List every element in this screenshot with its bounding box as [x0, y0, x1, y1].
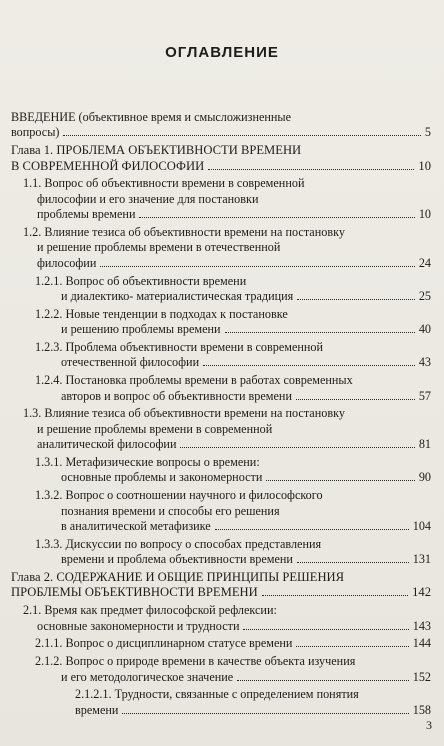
toc-entry-page: 131 — [412, 552, 431, 567]
toc-entry-text: 2.1.2.1. Трудности, связанные с определением понятия — [75, 687, 359, 702]
toc-entry — [11, 455, 431, 486]
toc-entry-text: и диалектико- материалистическая традиция — [61, 289, 294, 304]
dot-leader — [139, 217, 414, 218]
toc-entry — [11, 687, 431, 718]
toc-entry-page: 25 — [418, 289, 431, 304]
toc-entry-text: 1.3.1. Метафизические вопросы о времени: — [35, 455, 260, 470]
toc-entry-text: проблемы времени — [37, 207, 136, 222]
toc-entry — [11, 274, 431, 305]
toc-entry-text: отечественной философии — [61, 355, 200, 370]
dot-leader — [180, 447, 414, 448]
toc-entry — [11, 143, 431, 174]
toc-entry-text: в аналитической метафизике — [61, 519, 211, 534]
toc-entry — [11, 110, 431, 141]
toc-entry — [11, 307, 431, 338]
dot-leader — [215, 529, 409, 530]
page-title: ОГЛАВЛЕНИЕ — [165, 44, 279, 61]
toc-entry-page: 152 — [412, 669, 431, 684]
toc-entry — [11, 537, 431, 568]
toc-entry-text: 1.2.1. Вопрос об объективности времени — [35, 273, 247, 288]
toc-entry-text: 1.1. Вопрос об объективности времени в современной — [23, 176, 305, 191]
toc-entry-text: 1.3.2. Вопрос о соотношении научного и философского — [35, 488, 323, 503]
dot-leader — [237, 680, 409, 681]
toc-entry-text: основные проблемы и закономерности — [61, 470, 263, 485]
toc-entry-text: аналитической философии — [37, 437, 177, 452]
toc-entry — [11, 340, 431, 371]
toc-entry — [11, 570, 431, 601]
toc-entry-text: времени и проблема объективности времени — [61, 552, 293, 567]
dot-leader — [122, 713, 408, 714]
toc-entry-text: и решение проблемы времени в современной — [37, 421, 273, 436]
toc-entry-page: 81 — [418, 437, 431, 452]
toc-entry-text: 1.2.3. Проблема объективности времени в современной — [35, 340, 324, 355]
dot-leader — [296, 646, 408, 647]
toc-entry-text: 2.1.1. Вопрос о дисциплинарном статусе времени — [35, 636, 293, 651]
toc-entry-text: 1.3. Влияние тезиса об объективности времени на постановку — [23, 406, 345, 421]
toc-entry — [11, 636, 431, 651]
dot-leader — [100, 266, 414, 267]
toc-entry-page: 10 — [418, 207, 431, 222]
toc-entry-text: и его методологическое значение — [61, 669, 234, 684]
dot-leader — [225, 332, 415, 333]
toc-entry-text: Глава 2. СОДЕРЖАНИЕ И ОБЩИЕ ПРИНЦИПЫ РЕШЕНИЯ — [11, 570, 345, 585]
toc-entry — [11, 225, 431, 271]
page-number: 3 — [426, 718, 432, 732]
toc-entry-text: ПРОБЛЕМЫ ОБЪЕКТИВНОСТИ ВРЕМЕНИ — [11, 585, 258, 600]
toc-entry-page: 43 — [418, 355, 431, 370]
toc-entry — [11, 488, 431, 534]
table-of-contents — [11, 110, 431, 721]
toc-entry — [11, 176, 431, 222]
dot-leader — [208, 169, 414, 170]
toc-entry-text: вопросы) — [11, 125, 60, 140]
toc-entry — [11, 654, 431, 685]
toc-entry-page: 143 — [412, 618, 431, 633]
toc-entry-page: 5 — [424, 125, 431, 140]
toc-entry — [11, 603, 431, 634]
toc-entry-text: Глава 1. ПРОБЛЕМА ОБЪЕКТИВНОСТИ ВРЕМЕНИ — [11, 143, 302, 158]
toc-entry-page: 10 — [418, 158, 431, 173]
toc-entry-text: авторов и вопрос об объективности времени — [61, 388, 292, 403]
dot-leader — [266, 480, 414, 481]
dot-leader — [297, 299, 415, 300]
toc-entry-text: философии — [37, 255, 97, 270]
dot-leader — [296, 399, 415, 400]
toc-entry-text: 2.1. Время как предмет философской рефлексии: — [23, 603, 277, 618]
toc-entry-text: философии и его значение для постановки — [37, 191, 259, 206]
toc-entry-text: познания времени и способы его решения — [61, 503, 280, 518]
toc-entry-page: 158 — [412, 702, 431, 717]
toc-entry-text: 1.2. Влияние тезиса об объективности времени на постановку — [23, 225, 345, 240]
toc-entry-text: 1.3.3. Дискуссии по вопросу о способах представления — [35, 536, 322, 551]
toc-entry-text: и решение проблемы времени в отечественной — [37, 240, 281, 255]
toc-entry-text: ВВЕДЕНИЕ (объективное время и смысложизненные — [11, 110, 292, 124]
toc-entry-text: и решению проблемы времени — [61, 322, 221, 337]
toc-entry-page: 24 — [418, 255, 431, 270]
dot-leader — [262, 595, 408, 596]
toc-entry-page: 90 — [418, 470, 431, 485]
dot-leader — [243, 629, 408, 630]
toc-entry-text: 1.2.4. Постановка проблемы времени в работах современных — [35, 373, 353, 388]
toc-entry-text: основные закономерности и трудности — [37, 618, 240, 633]
toc-entry-page: 104 — [412, 519, 431, 534]
toc-entry — [11, 406, 431, 452]
toc-entry-text: 1.2.2. Новые тенденции в подходах к постановке — [35, 306, 288, 321]
toc-entry-page: 144 — [412, 636, 431, 651]
toc-entry-text: 2.1.2. Вопрос о природе времени в качестве объекта изучения — [35, 654, 356, 669]
dot-leader — [297, 562, 409, 563]
dot-leader — [203, 365, 415, 366]
toc-entry-page: 40 — [418, 322, 431, 337]
toc-entry — [11, 373, 431, 404]
toc-entry-page: 57 — [418, 388, 431, 403]
toc-entry-text: В СОВРЕМЕННОЙ ФИЛОСОФИИ — [11, 158, 205, 173]
toc-entry-text: времени — [75, 702, 119, 717]
dot-leader — [63, 135, 420, 136]
toc-entry-page: 142 — [412, 585, 431, 600]
